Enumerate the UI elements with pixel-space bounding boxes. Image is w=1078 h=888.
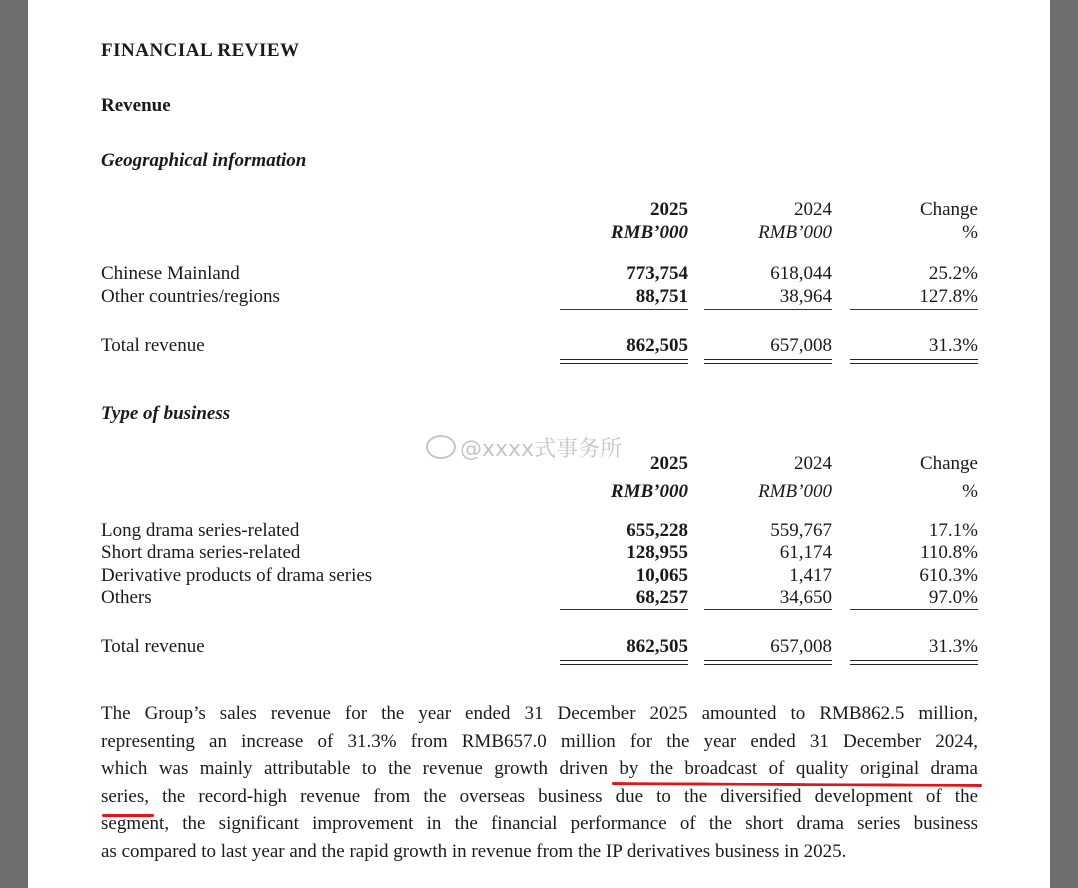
geo-col-2024-year: 2024 bbox=[794, 199, 832, 220]
paragraph-line: which was mainly attributable to the revenue growth driven by the broadcast of quality original drama bbox=[101, 758, 978, 779]
paragraph-line: representing an increase of 31.3% from RMB657.0 million for the year ended 31 December 2024, bbox=[101, 730, 978, 752]
geo-row-change: 25.2% bbox=[928, 263, 978, 284]
biz-row-2024: 559,767 bbox=[770, 520, 832, 541]
business-section-title: Type of business bbox=[101, 403, 231, 424]
biz-col-2025-header bbox=[611, 450, 688, 506]
geo-col-2024-header bbox=[758, 198, 832, 244]
biz-total-change: 31.3% bbox=[928, 636, 978, 657]
geo-subtotal-rule-change bbox=[850, 309, 978, 310]
paragraph-line: The Group’s sales revenue for the year ended 31 December 2025 amounted to RMB862.5 million, bbox=[101, 703, 978, 724]
biz-row-change: 97.0% bbox=[928, 587, 978, 608]
geo-row-label: Other countries/regions bbox=[101, 286, 280, 307]
biz-row-change: 610.3% bbox=[919, 565, 978, 586]
biz-col-2025-unit: RMB’000 bbox=[610, 481, 688, 502]
geo-row-2025: 88,751 bbox=[635, 286, 688, 307]
watermark-text: @xxxx式事务所 bbox=[460, 437, 623, 462]
biz-total-2025: 862,505 bbox=[626, 636, 688, 657]
geo-col-change-header bbox=[920, 198, 978, 244]
paragraph-line: as compared to last year and the rapid growth in revenue from the IP derivatives business in 2025. bbox=[101, 840, 847, 862]
paragraph-line: segment, the significant improvement in the financial performance of the short drama series business bbox=[101, 813, 978, 834]
geo-total-2024: 657,008 bbox=[770, 335, 832, 356]
geo-row-2024: 618,044 bbox=[770, 263, 832, 284]
revenue-subheading: Revenue bbox=[101, 95, 171, 116]
geo-col-change-unit: % bbox=[962, 222, 978, 243]
biz-col-change-header bbox=[920, 450, 978, 506]
geo-col-2025-header bbox=[611, 198, 688, 244]
biz-row-change: 17.1% bbox=[928, 520, 978, 541]
biz-subtotal-rule-change bbox=[850, 609, 978, 610]
geo-col-change-label: Change bbox=[919, 199, 978, 220]
biz-row-label: Others bbox=[101, 587, 152, 608]
geo-subtotal-rule-2025 bbox=[560, 309, 688, 310]
document-page bbox=[28, 0, 1050, 888]
geo-total-label: Total revenue bbox=[101, 335, 205, 356]
biz-row-label: Short drama series-related bbox=[101, 542, 301, 563]
red-highlight-underline bbox=[102, 814, 154, 817]
paragraph-line: series, the record-high revenue from the overseas business due to the diversified development of the bbox=[101, 785, 978, 807]
geo-col-2025-unit: RMB’000 bbox=[610, 222, 688, 243]
biz-col-2024-year: 2024 bbox=[794, 453, 832, 474]
geo-total-double-rule bbox=[704, 359, 832, 364]
geo-total-double-rule bbox=[850, 359, 978, 364]
biz-total-double-rule bbox=[560, 660, 688, 665]
geo-col-2025-year: 2025 bbox=[650, 199, 688, 220]
biz-subtotal-rule-2025 bbox=[560, 609, 688, 610]
biz-row-label: Long drama series-related bbox=[101, 520, 300, 541]
biz-row-2025: 128,955 bbox=[626, 542, 688, 563]
geo-section-title: Geographical information bbox=[101, 150, 307, 171]
geo-col-2024-unit: RMB’000 bbox=[758, 222, 832, 243]
biz-col-2024-unit: RMB’000 bbox=[758, 481, 832, 502]
biz-col-change-label: Change bbox=[919, 453, 978, 474]
biz-col-2025-year: 2025 bbox=[650, 453, 688, 474]
biz-row-2024: 1,417 bbox=[789, 565, 832, 586]
biz-total-label: Total revenue bbox=[101, 636, 205, 657]
biz-row-2024: 61,174 bbox=[779, 542, 832, 563]
biz-row-2024: 34,650 bbox=[779, 587, 832, 608]
biz-total-2024: 657,008 bbox=[770, 636, 832, 657]
biz-total-double-rule bbox=[704, 660, 832, 665]
biz-total-double-rule bbox=[850, 660, 978, 665]
biz-row-2025: 68,257 bbox=[635, 587, 688, 608]
geo-total-2025: 862,505 bbox=[626, 335, 688, 356]
biz-col-change-unit: % bbox=[962, 481, 978, 502]
geo-row-label: Chinese Mainland bbox=[101, 263, 240, 284]
biz-subtotal-rule-2024 bbox=[704, 609, 832, 610]
weibo-logo-icon bbox=[426, 435, 456, 459]
geo-row-change: 127.8% bbox=[919, 286, 978, 307]
biz-col-2024-header bbox=[758, 450, 832, 506]
biz-row-2025: 10,065 bbox=[635, 565, 688, 586]
section-heading: FINANCIAL REVIEW bbox=[101, 40, 300, 61]
geo-subtotal-rule-2024 bbox=[704, 309, 832, 310]
geo-total-double-rule bbox=[560, 359, 688, 364]
biz-row-label: Derivative products of drama series bbox=[101, 565, 373, 586]
geo-row-2025: 773,754 bbox=[626, 263, 688, 284]
geo-total-change: 31.3% bbox=[928, 335, 978, 356]
watermark bbox=[426, 432, 622, 463]
geo-row-2024: 38,964 bbox=[779, 286, 832, 307]
biz-row-2025: 655,228 bbox=[626, 520, 688, 541]
biz-row-change: 110.8% bbox=[920, 542, 978, 563]
